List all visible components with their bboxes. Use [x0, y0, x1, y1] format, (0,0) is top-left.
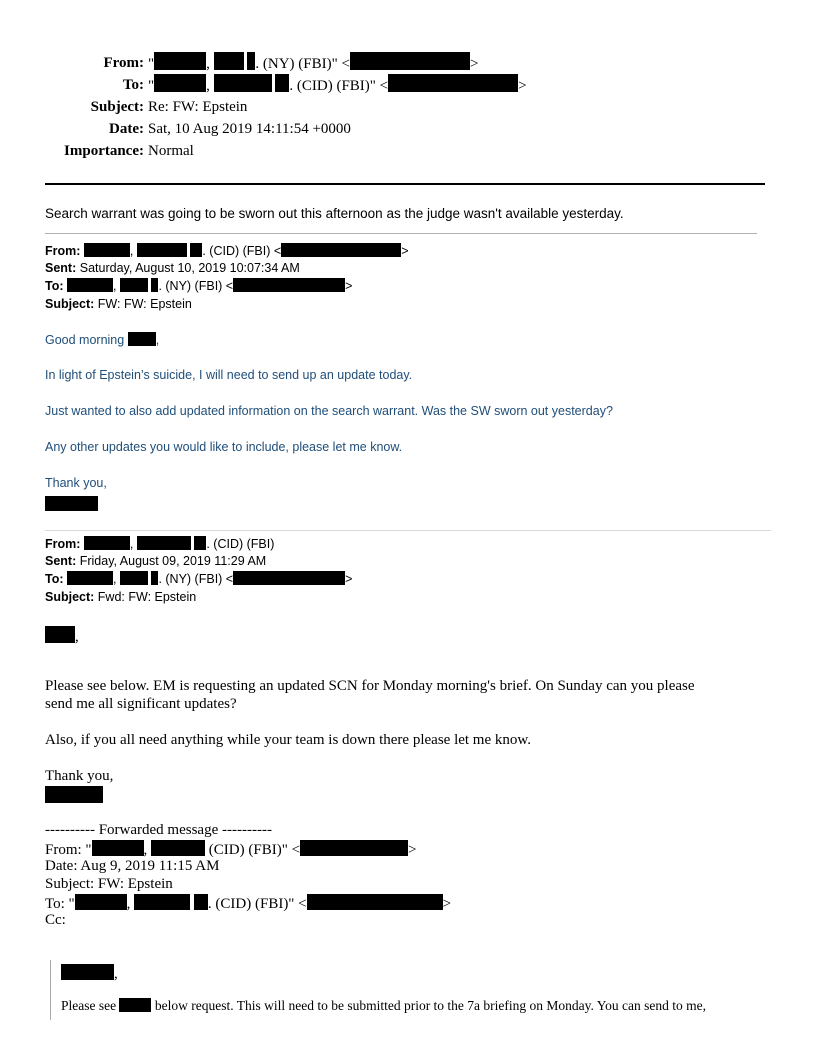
forwarded-divider: ---------- Forwarded message ----------	[45, 822, 272, 838]
redaction	[154, 74, 206, 92]
msg2-to-line: To: , . (NY) (FBI) < >	[45, 572, 353, 586]
redaction	[120, 571, 148, 585]
msg2-from-line: From: , . (CID) (FBI)	[45, 537, 275, 551]
header-divider	[45, 183, 765, 185]
redaction	[67, 278, 113, 292]
msg2-greeting: ,	[45, 626, 79, 646]
message-divider	[45, 530, 771, 531]
msg1-subject-line: Subject: FW: FW: Epstein	[45, 297, 192, 311]
msg2-sent-line: Sent: Friday, August 09, 2019 11:29 AM	[45, 554, 267, 568]
redaction	[45, 496, 98, 511]
header-from-value: " , . (NY) (FBI)" < >	[148, 52, 478, 75]
msg2-signature-redaction	[45, 786, 103, 806]
header-date-label: Date:	[109, 121, 144, 137]
redaction	[45, 626, 75, 643]
redaction	[154, 52, 206, 70]
msg1-signoff: Thank you,	[45, 476, 107, 490]
redaction	[350, 52, 470, 70]
forwarded-subject-line: Subject: FW: Epstein	[45, 876, 173, 892]
header-importance-row	[0, 140, 816, 162]
message-divider	[45, 233, 757, 234]
redaction	[67, 571, 113, 585]
forwarded-date-line: Date: Aug 9, 2019 11:15 AM	[45, 858, 220, 874]
redaction	[84, 536, 130, 550]
msg1-sent-line: Sent: Saturday, August 10, 2019 10:07:34 AM	[45, 261, 300, 275]
redaction	[84, 243, 130, 257]
redaction	[190, 243, 202, 257]
msg1-from-line: From: , . (CID) (FBI) < >	[45, 244, 409, 258]
msg1-signature-redaction	[45, 496, 98, 514]
redaction	[194, 894, 208, 910]
reply-text: Search warrant was going to be sworn out this afternoon as the judge wasn't available yesterday.	[45, 206, 624, 221]
redaction	[281, 243, 401, 257]
redaction	[151, 840, 205, 856]
quoted-greeting: ,	[61, 964, 118, 983]
redaction	[194, 536, 206, 550]
redaction	[214, 74, 272, 92]
redaction	[120, 278, 148, 292]
msg2-paragraph-1b: send me all significant updates?	[45, 696, 237, 712]
msg2-signoff: Thank you,	[45, 768, 114, 784]
header-from-row	[0, 52, 816, 74]
msg2-paragraph-1a: Please see below. EM is requesting an updated SCN for Monday morning's brief. On Sunday can you please	[45, 678, 695, 694]
redaction	[128, 332, 156, 346]
redaction	[233, 571, 345, 585]
redaction	[137, 536, 191, 550]
header-date-value: Sat, 10 Aug 2019 14:11:54 +0000	[148, 121, 351, 137]
redaction	[45, 786, 103, 803]
msg1-to-line: To: , . (NY) (FBI) < >	[45, 279, 353, 293]
redaction	[233, 278, 345, 292]
quote-bar	[50, 960, 51, 1020]
forwarded-from-line: From: " , (CID) (FBI)" < >	[45, 842, 417, 858]
redaction	[300, 840, 408, 856]
header-date-row	[0, 118, 816, 140]
redaction	[307, 894, 443, 910]
redaction	[134, 894, 190, 910]
redaction	[275, 74, 289, 92]
header-subject-label: Subject:	[90, 99, 144, 115]
header-importance-value: Normal	[148, 143, 194, 159]
redaction	[75, 894, 127, 910]
header-from-label: From:	[103, 55, 144, 71]
redaction	[214, 52, 244, 70]
msg1-paragraph-2: Just wanted to also add updated information on the search warrant. Was the SW sworn out yesterday?	[45, 404, 613, 418]
redaction	[61, 964, 114, 980]
msg1-greeting: Good morning ,	[45, 333, 160, 347]
forwarded-cc-line: Cc:	[45, 912, 66, 928]
redaction	[137, 243, 187, 257]
msg1-paragraph-3: Any other updates you would like to include, please let me know.	[45, 440, 403, 454]
msg2-paragraph-2: Also, if you all need anything while your team is down there please let me know.	[45, 732, 531, 748]
forwarded-to-line: To: " , . (CID) (FBI)" < >	[45, 896, 452, 912]
header-to-row	[0, 74, 816, 96]
header-to-value: " , . (CID) (FBI)" < >	[148, 74, 527, 97]
header-importance-label: Importance:	[64, 143, 144, 159]
header-subject-row	[0, 96, 816, 118]
redaction	[119, 998, 151, 1012]
msg2-subject-line: Subject: Fwd: FW: Epstein	[45, 590, 197, 604]
redaction	[388, 74, 518, 92]
header-to-label: To:	[122, 77, 144, 93]
redaction	[92, 840, 144, 856]
header-subject-value: Re: FW: Epstein	[148, 99, 248, 115]
quoted-paragraph-1: Please see below request. This will need to be submitted prior to the 7a briefing on Monday. You can send to me,	[61, 998, 707, 1013]
msg1-paragraph-1: In light of Epstein’s suicide, I will need to send up an update today.	[45, 368, 413, 382]
